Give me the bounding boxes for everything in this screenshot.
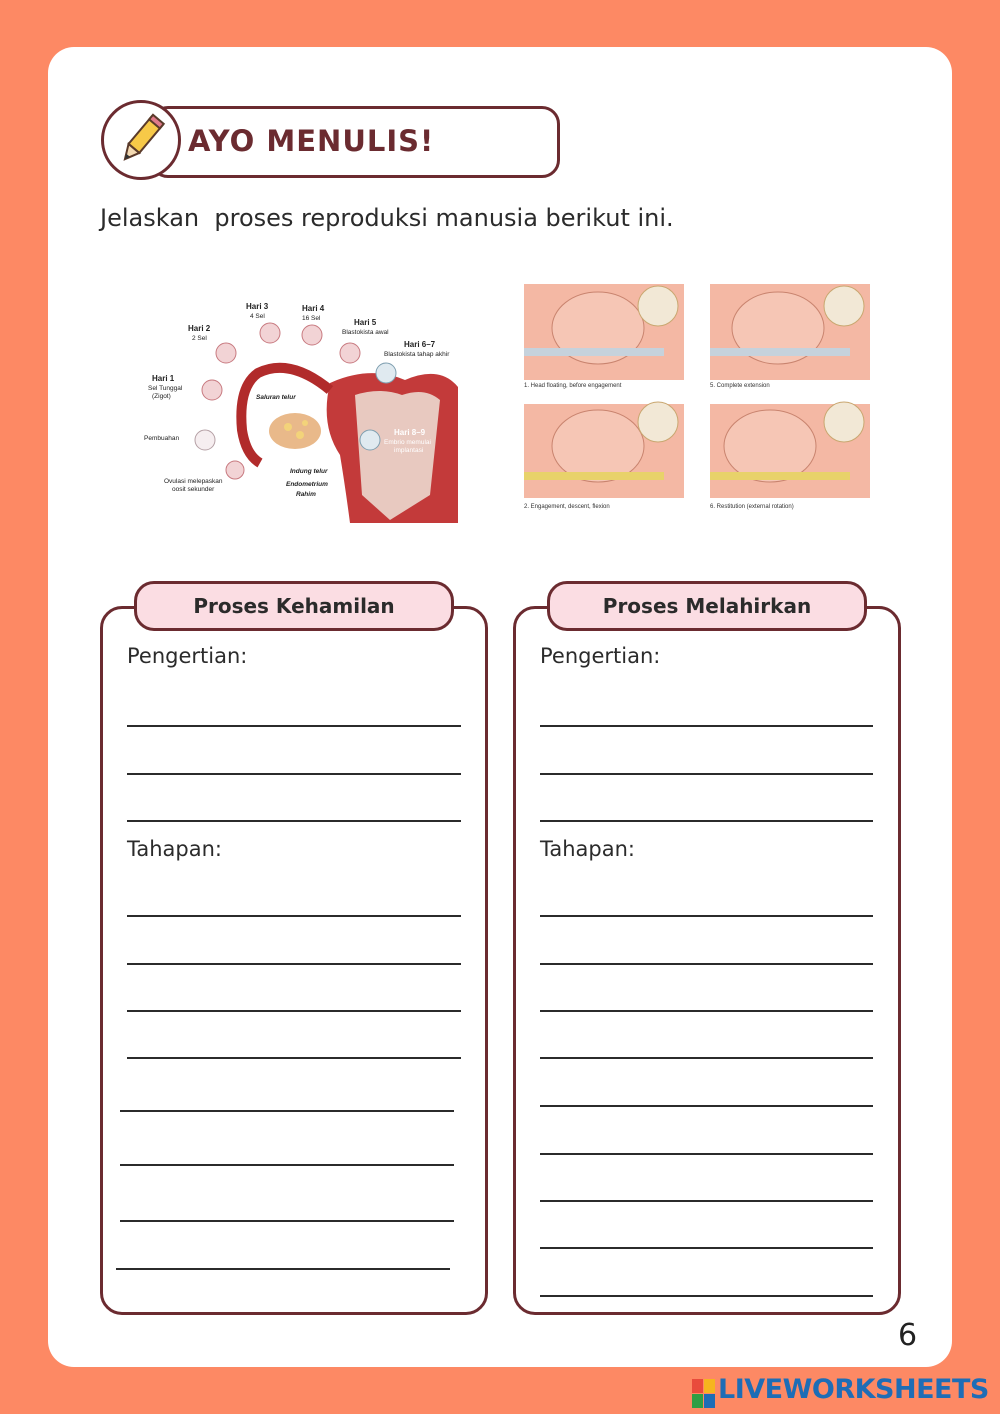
caption-5: 5. Complete extension [710,383,770,389]
hari1-label: Hari 1 [152,374,175,383]
hari4-label: Hari 4 [302,304,325,313]
ovulasi-label: Ovulasi melepaskan [164,478,223,485]
childbirth-pengertian-label: Pengertian: [540,644,661,668]
answer-line[interactable] [540,1010,873,1012]
pregnancy-tahapan-label: Tahapan: [127,837,222,861]
answer-line[interactable] [540,915,873,917]
caption-1: 1. Head floating, before engagement [524,383,622,389]
ovulasi-label-2: oosit sekunder [172,486,215,493]
saluran-label: Saluran telur [256,394,296,401]
answer-line[interactable] [127,725,461,727]
hari2-sub: 2 Sel [192,335,207,342]
answer-line[interactable] [540,1247,873,1249]
hari1-sub2: (Zigot) [152,393,171,400]
answer-line[interactable] [540,773,873,775]
hari4-sub: 16 Sel [302,315,321,322]
liveworksheets-logo-icon [692,1377,716,1411]
pembuahan-label: Pembuahan [144,435,180,442]
answer-line[interactable] [127,820,461,822]
answer-line[interactable] [540,1153,873,1155]
answer-line[interactable] [120,1164,454,1166]
answer-line[interactable] [116,1268,450,1270]
hari89-label: Hari 8–9 [394,428,426,437]
hari67-label: Hari 6–7 [404,340,436,349]
childbirth-tahapan-label: Tahapan: [540,837,635,861]
answer-line[interactable] [540,1200,873,1202]
endometrium-label: Endometrium [286,481,328,488]
answer-line[interactable] [120,1220,454,1222]
hari89-sub2: implantasi [394,447,424,454]
page-number: 6 [898,1318,918,1353]
childbirth-title-tab: Proses Melahirkan [547,581,867,631]
liveworksheets-brand: LIVEWORKSHEETS [718,1374,989,1405]
answer-line[interactable] [540,1057,873,1059]
hari5-sub: Blastokista awal [342,329,389,336]
hari89-sub: Embrio memulai [384,439,431,446]
pencil-icon [104,103,178,177]
hari67-sub: Blastokista tahap akhir [384,351,450,358]
rahim-label: Rahim [296,491,316,498]
answer-line[interactable] [120,1110,454,1112]
answer-line[interactable] [540,963,873,965]
hari2-label: Hari 2 [188,324,211,333]
caption-2: 2. Engagement, descent, flexion [524,504,610,510]
answer-line[interactable] [127,773,461,775]
answer-line[interactable] [127,963,461,965]
header-title: AYO MENULIS! [188,124,435,158]
hari3-sub: 4 Sel [250,313,265,320]
instruction-text: Jelaskan proses reproduksi manusia berikut ini. [100,204,674,232]
hari5-label: Hari 5 [354,318,377,327]
answer-line[interactable] [127,915,461,917]
answer-line[interactable] [540,820,873,822]
indung-label: Indung telur [290,468,328,475]
fertilization-diagram [140,295,460,523]
childbirth-diagram [518,276,870,514]
caption-6: 6. Restitution (external rotation) [710,504,794,510]
answer-line[interactable] [540,1295,873,1297]
answer-line[interactable] [540,725,873,727]
pencil-icon-badge [101,100,181,180]
answer-line[interactable] [127,1010,461,1012]
pregnancy-title-tab: Proses Kehamilan [134,581,454,631]
answer-line[interactable] [127,1057,461,1059]
childbirth-box [513,606,901,1315]
answer-line[interactable] [540,1105,873,1107]
hari3-label: Hari 3 [246,302,269,311]
hari1-sub: Sel Tunggal [148,385,183,392]
pregnancy-box [100,606,488,1315]
pregnancy-pengertian-label: Pengertian: [127,644,248,668]
